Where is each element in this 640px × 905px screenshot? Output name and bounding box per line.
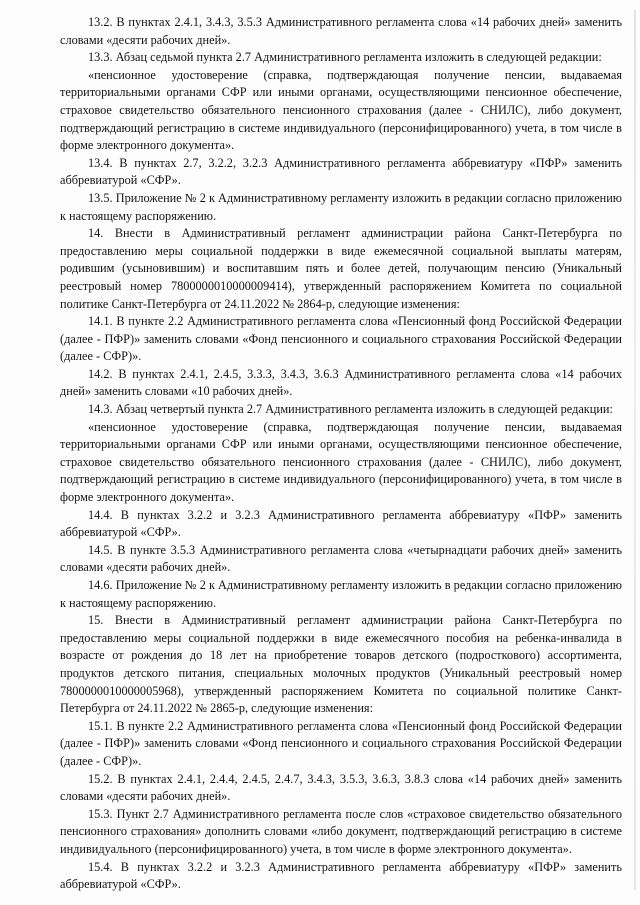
paragraph-13-4: 13.4. В пунктах 2.7, 3.2.2, 3.2.3 Административного регламента аббревиатуру «ПФР» заменить аббревиатурой «СФР». <box>60 155 622 188</box>
paragraph-14-1: 14.1. В пункте 2.2 Административного регламента слова «Пенсионный фонд Российской Федерации (далее - ПФР)» заменить словами «Фонд пенсионного и социального страхования Российской Федерации (далее - СФР)». <box>60 314 622 364</box>
scan-edge-shadow <box>634 10 636 890</box>
paragraph-15: 15. Внести в Административный регламент администрации района Санкт-Петербурга по предоставлению меры социальной поддержки в виде ежемесячного пособия на ребенка-инвалида в возрасте от рождения до 18 лет на приобретение товаров детского (подросткового) ассортимента, продуктов детского питания, специальных молочных продуктов (Уникальный реестровый номер 7800000010000005968), утвержденный распоряжением Комитета по социальной политике Санкт-Петербурга от 24.11.2022 № 2865-р, следующие изменения: <box>60 613 622 716</box>
paragraph-14-5: 14.5. В пункте 3.5.3 Административного регламента слова «четырнадцати рабочих дней» заменить словами «десяти рабочих дней». <box>60 542 622 575</box>
paragraph-13-3-quote: «пенсионное удостоверение (справка, подтверждающая получение пенсии, выдаваемая территориальными органами СФР или иными органами, осуществляющими пенсионное обеспечение, страховое свидетельство обязательного пенсионного страхования (далее - СНИЛС), либо документ, подтверждающий регистрацию в системе индивидуального (персонифицированного) учета, в том числе в форме электронного документа». <box>60 67 622 153</box>
paragraph-14-2: 14.2. В пунктах 2.4.1, 2.4.5, 3.3.3, 3.4.3, 3.6.3 Административного регламента слова «14 рабочих дней» заменить словами «10 рабочих дней». <box>60 366 622 399</box>
paragraph-14-3: 14.3. Абзац четвертый пункта 2.7 Административного регламента изложить в следующей редакции: <box>88 402 613 417</box>
paragraph-14: 14. Внести в Административный регламент администрации района Санкт-Петербурга по предоставлению меры социальной поддержки в виде ежемесячной социальной выплаты матерям, родившим (усыновившим) и воспитавшим пять и более детей, получающим пенсию (Уникальный реестровый номер 7800000010000009414), утвержденный распоряжением Комитета по социальной политике Санкт-Петербурга от 24.11.2022 № 2864-р, следующие изменения: <box>60 226 622 311</box>
paragraph-13-2: 13.2. В пунктах 2.4.1, 3.4.3, 3.5.3 Административного регламента слова «14 рабочих дней» заменить словами «десяти рабочих дней». <box>60 15 622 47</box>
paragraph-14-6: 14.6. Приложение № 2 к Административному регламенту изложить в редакции согласно приложению к настоящему распоряжению. <box>60 578 622 610</box>
paragraph-15-4: 15.4. В пунктах 3.2.2 и 3.2.3 Административного регламента аббревиатуру «ПФР» заменить аббревиатурой «СФР». <box>60 859 622 892</box>
paragraph-13-5: 13.5. Приложение № 2 к Административному регламенту изложить в редакции согласно приложению к настоящему распоряжению. <box>60 190 622 223</box>
paragraph-15-1: 15.1. В пункте 2.2 Административного регламента слова «Пенсионный фонд Российской Федерации (далее - ПФР)» заменить словами «Фонд пенсионного и социального страхования Российской Федерации (далее - СФР)». <box>60 718 622 768</box>
paragraph-14-3-quote: «пенсионное удостоверение (справка, подтверждающая получение пенсии, выдаваемая территориальными органами СФР или иными органами, осуществляющими пенсионное обеспечение, страховое свидетельство обязательного пенсионного страхования (далее - СНИЛС), либо документ, подтверждающий регистрацию в системе индивидуального (персонифицированного) учета, в том числе в форме электронного документа». <box>60 419 622 505</box>
paragraph-15-3: 15.3. Пункт 2.7 Административного регламента после слов «страховое свидетельство обязательного пенсионного страхования» дополнить словами «либо документ, подтверждающий регистрацию в системе индивидуального (персонифицированного) учета, в том числе в форме электронного документа». <box>60 806 622 856</box>
document-body <box>60 14 622 894</box>
paragraph-15-2: 15.2. В пунктах 2.4.1, 2.4.4, 2.4.5, 2.4.7, 3.4.3, 3.5.3, 3.6.3, 3.8.3 слова «14 рабочих дней» заменить словами «десяти рабочих дней». <box>60 771 622 804</box>
paragraph-14-4: 14.4. В пунктах 3.2.2 и 3.2.3 Административного регламента аббревиатуру «ПФР» заменить аббревиатурой «СФР». <box>60 507 622 540</box>
paragraph-13-3: 13.3. Абзац седьмой пункта 2.7 Административного регламента изложить в следующей редакции: <box>88 50 602 65</box>
